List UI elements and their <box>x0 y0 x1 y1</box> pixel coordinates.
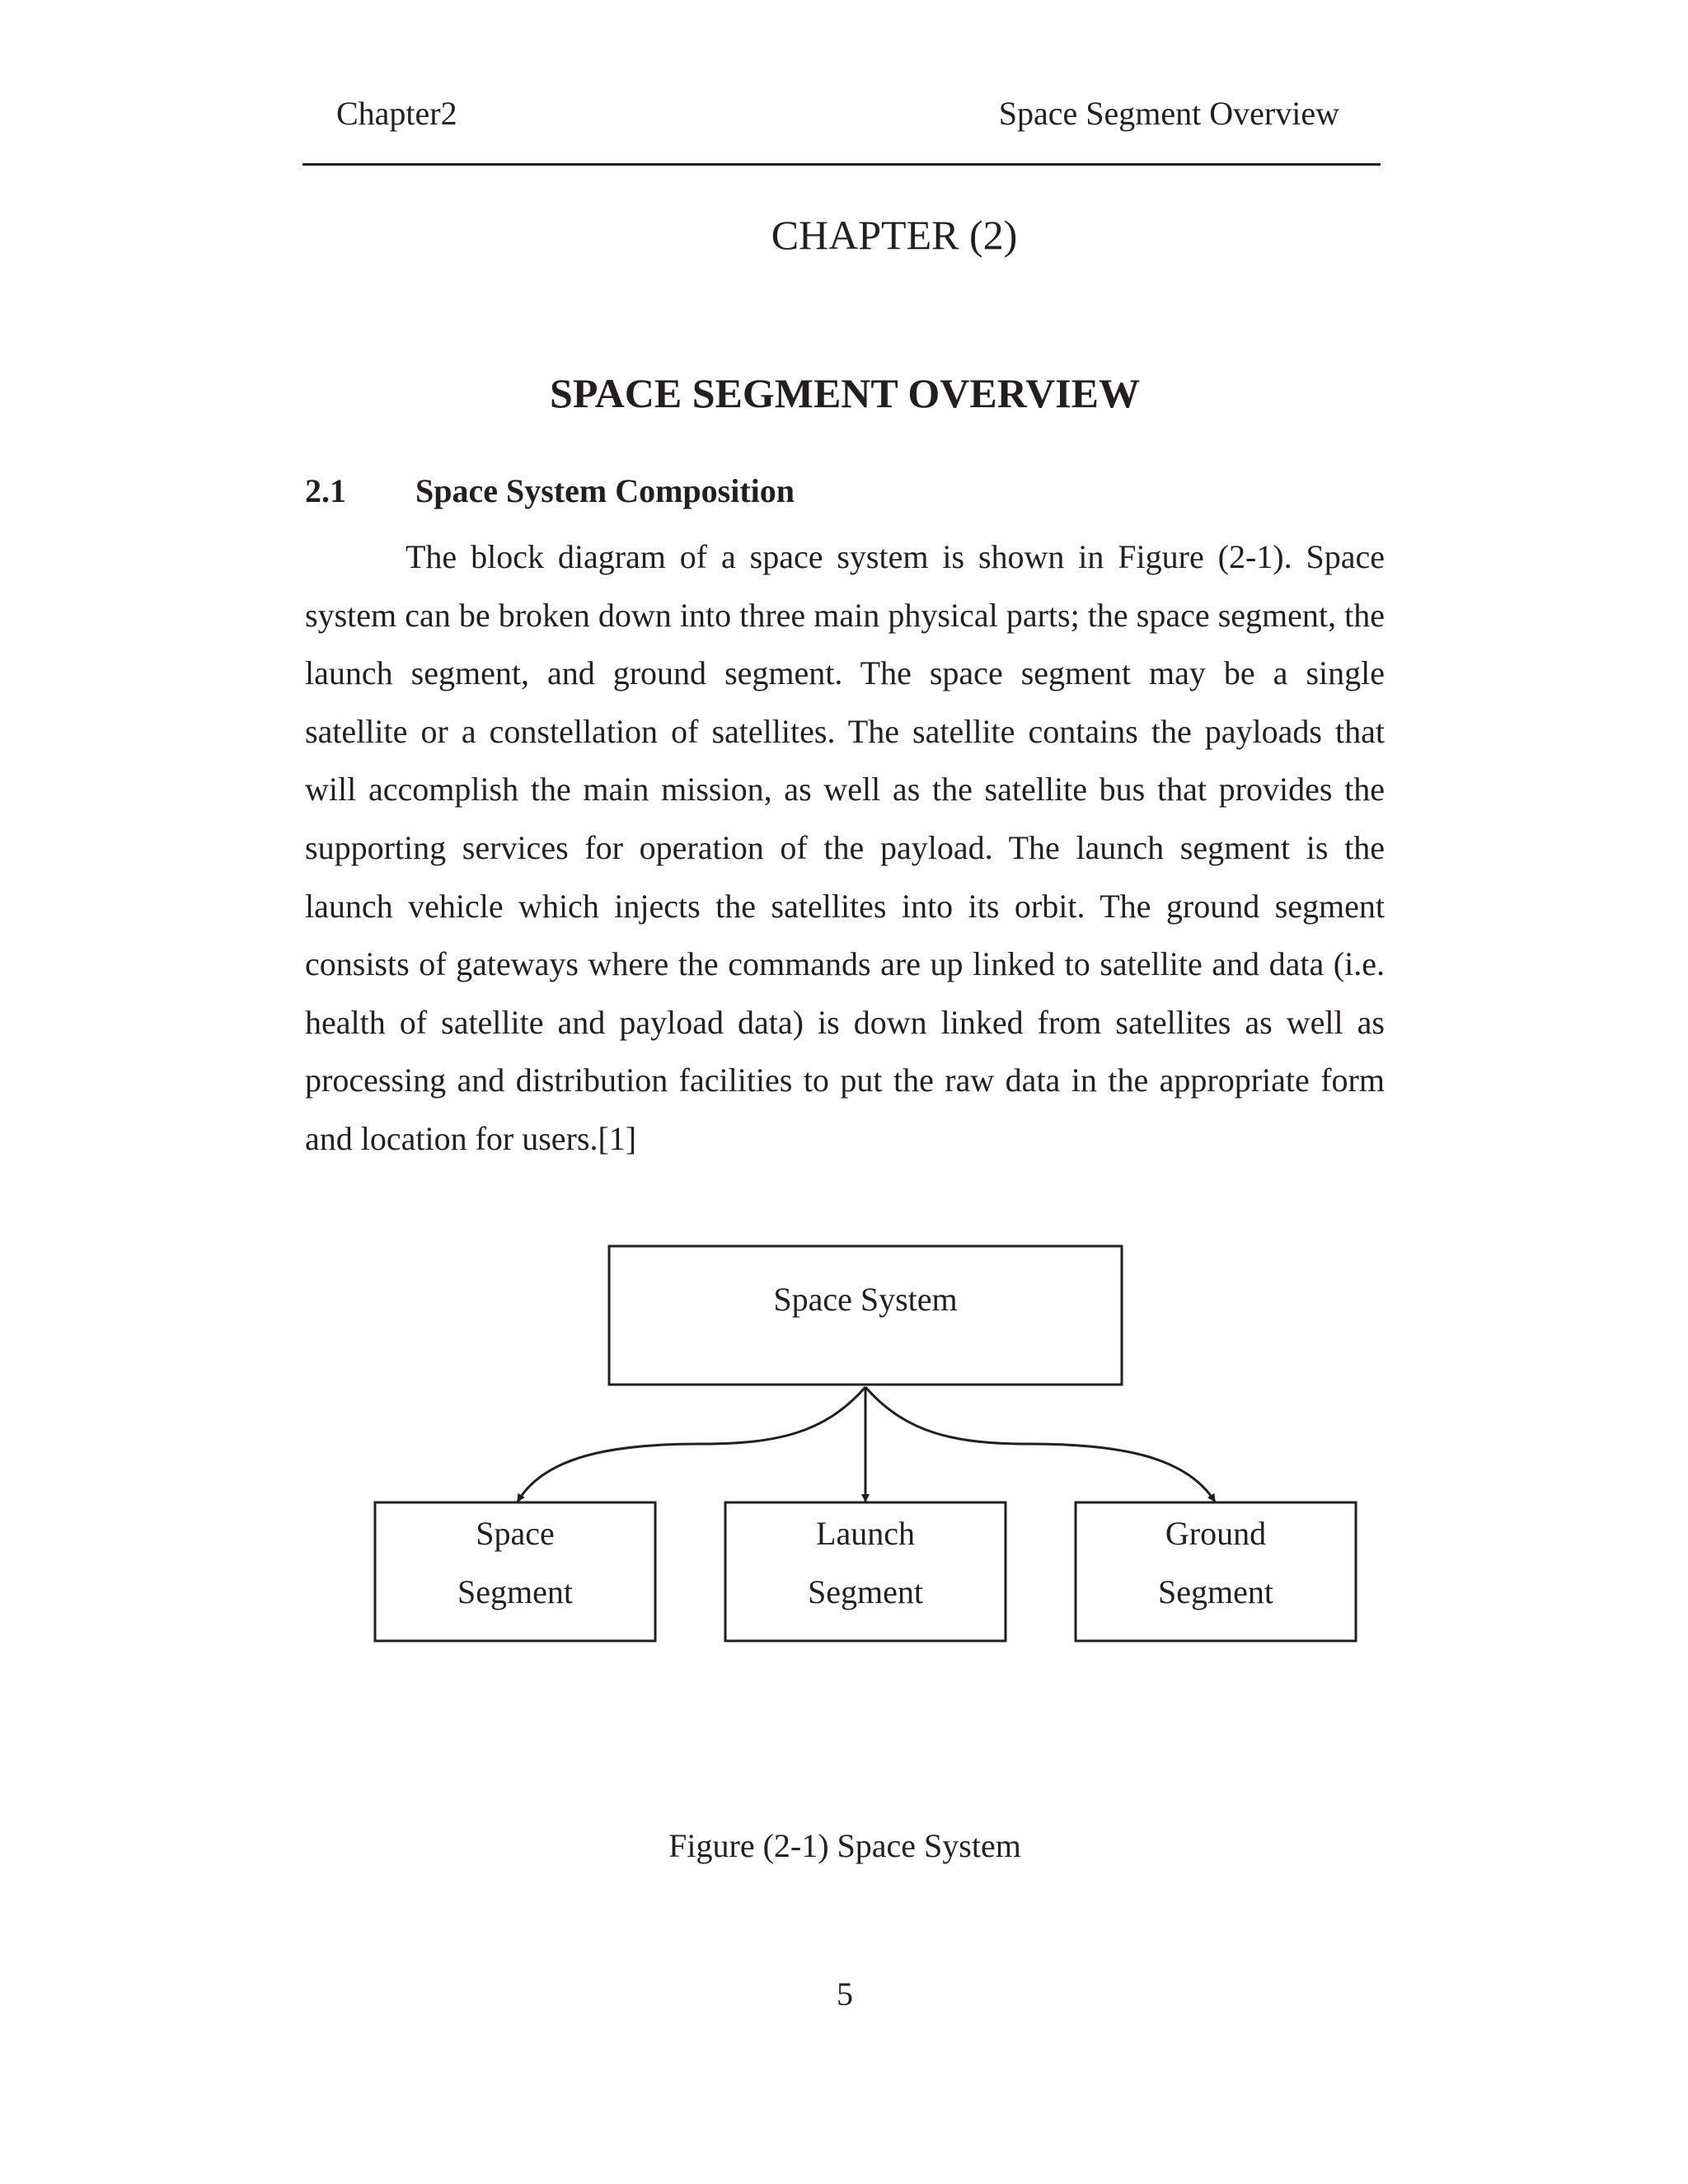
section-title: Space System Composition <box>415 472 795 509</box>
chapter-title: SPACE SEGMENT OVERVIEW <box>550 370 1140 416</box>
arrow-to-ground-segment <box>865 1387 1215 1502</box>
page-number: 5 <box>837 1975 853 2013</box>
body-paragraph: The block diagram of a space system is shown in Figure (2-1). Space system can be broken down into three main physical parts; the space segment, the launch segment, and ground segment. The space segment may be a single satellite or a constellation of satellites. The satellite contains the payloads that will accomplish the main mission, as well as the satellite bus that provides the supporting services for operation of the payload. The launch segment is the launch vehicle which injects the satellites into its orbit. The ground segment consists of gateways where the commands are up linked to satellite and data (i.e. health of satellite and payload data) is down linked from satellites as well as processing and distribution facilities to put the raw data in the appropriate form and location for users.[1] <box>305 538 1385 1157</box>
node-ground-segment-line1: Ground <box>1165 1515 1267 1552</box>
node-space-system-label: Space System <box>773 1281 958 1318</box>
running-header-chapter: Chapter2 <box>336 95 457 132</box>
node-launch-segment <box>725 1502 1006 1641</box>
node-ground-segment <box>1076 1502 1356 1641</box>
node-space-segment-line2: Segment <box>457 1573 573 1610</box>
node-ground-segment-line2: Segment <box>1158 1573 1273 1610</box>
chapter-label: CHAPTER (2) <box>771 212 1018 258</box>
node-space-segment <box>375 1502 655 1641</box>
node-space-system <box>609 1246 1122 1385</box>
node-space-segment-line1: Space <box>476 1515 555 1552</box>
node-launch-segment-line1: Launch <box>816 1515 915 1552</box>
node-launch-segment-line2: Segment <box>808 1573 923 1610</box>
running-header-title: Space Segment Overview <box>998 95 1339 132</box>
figure-caption: Figure (2-1) Space System <box>668 1827 1021 1864</box>
section-number: 2.1 <box>305 472 346 509</box>
arrow-to-space-segment <box>518 1387 865 1502</box>
